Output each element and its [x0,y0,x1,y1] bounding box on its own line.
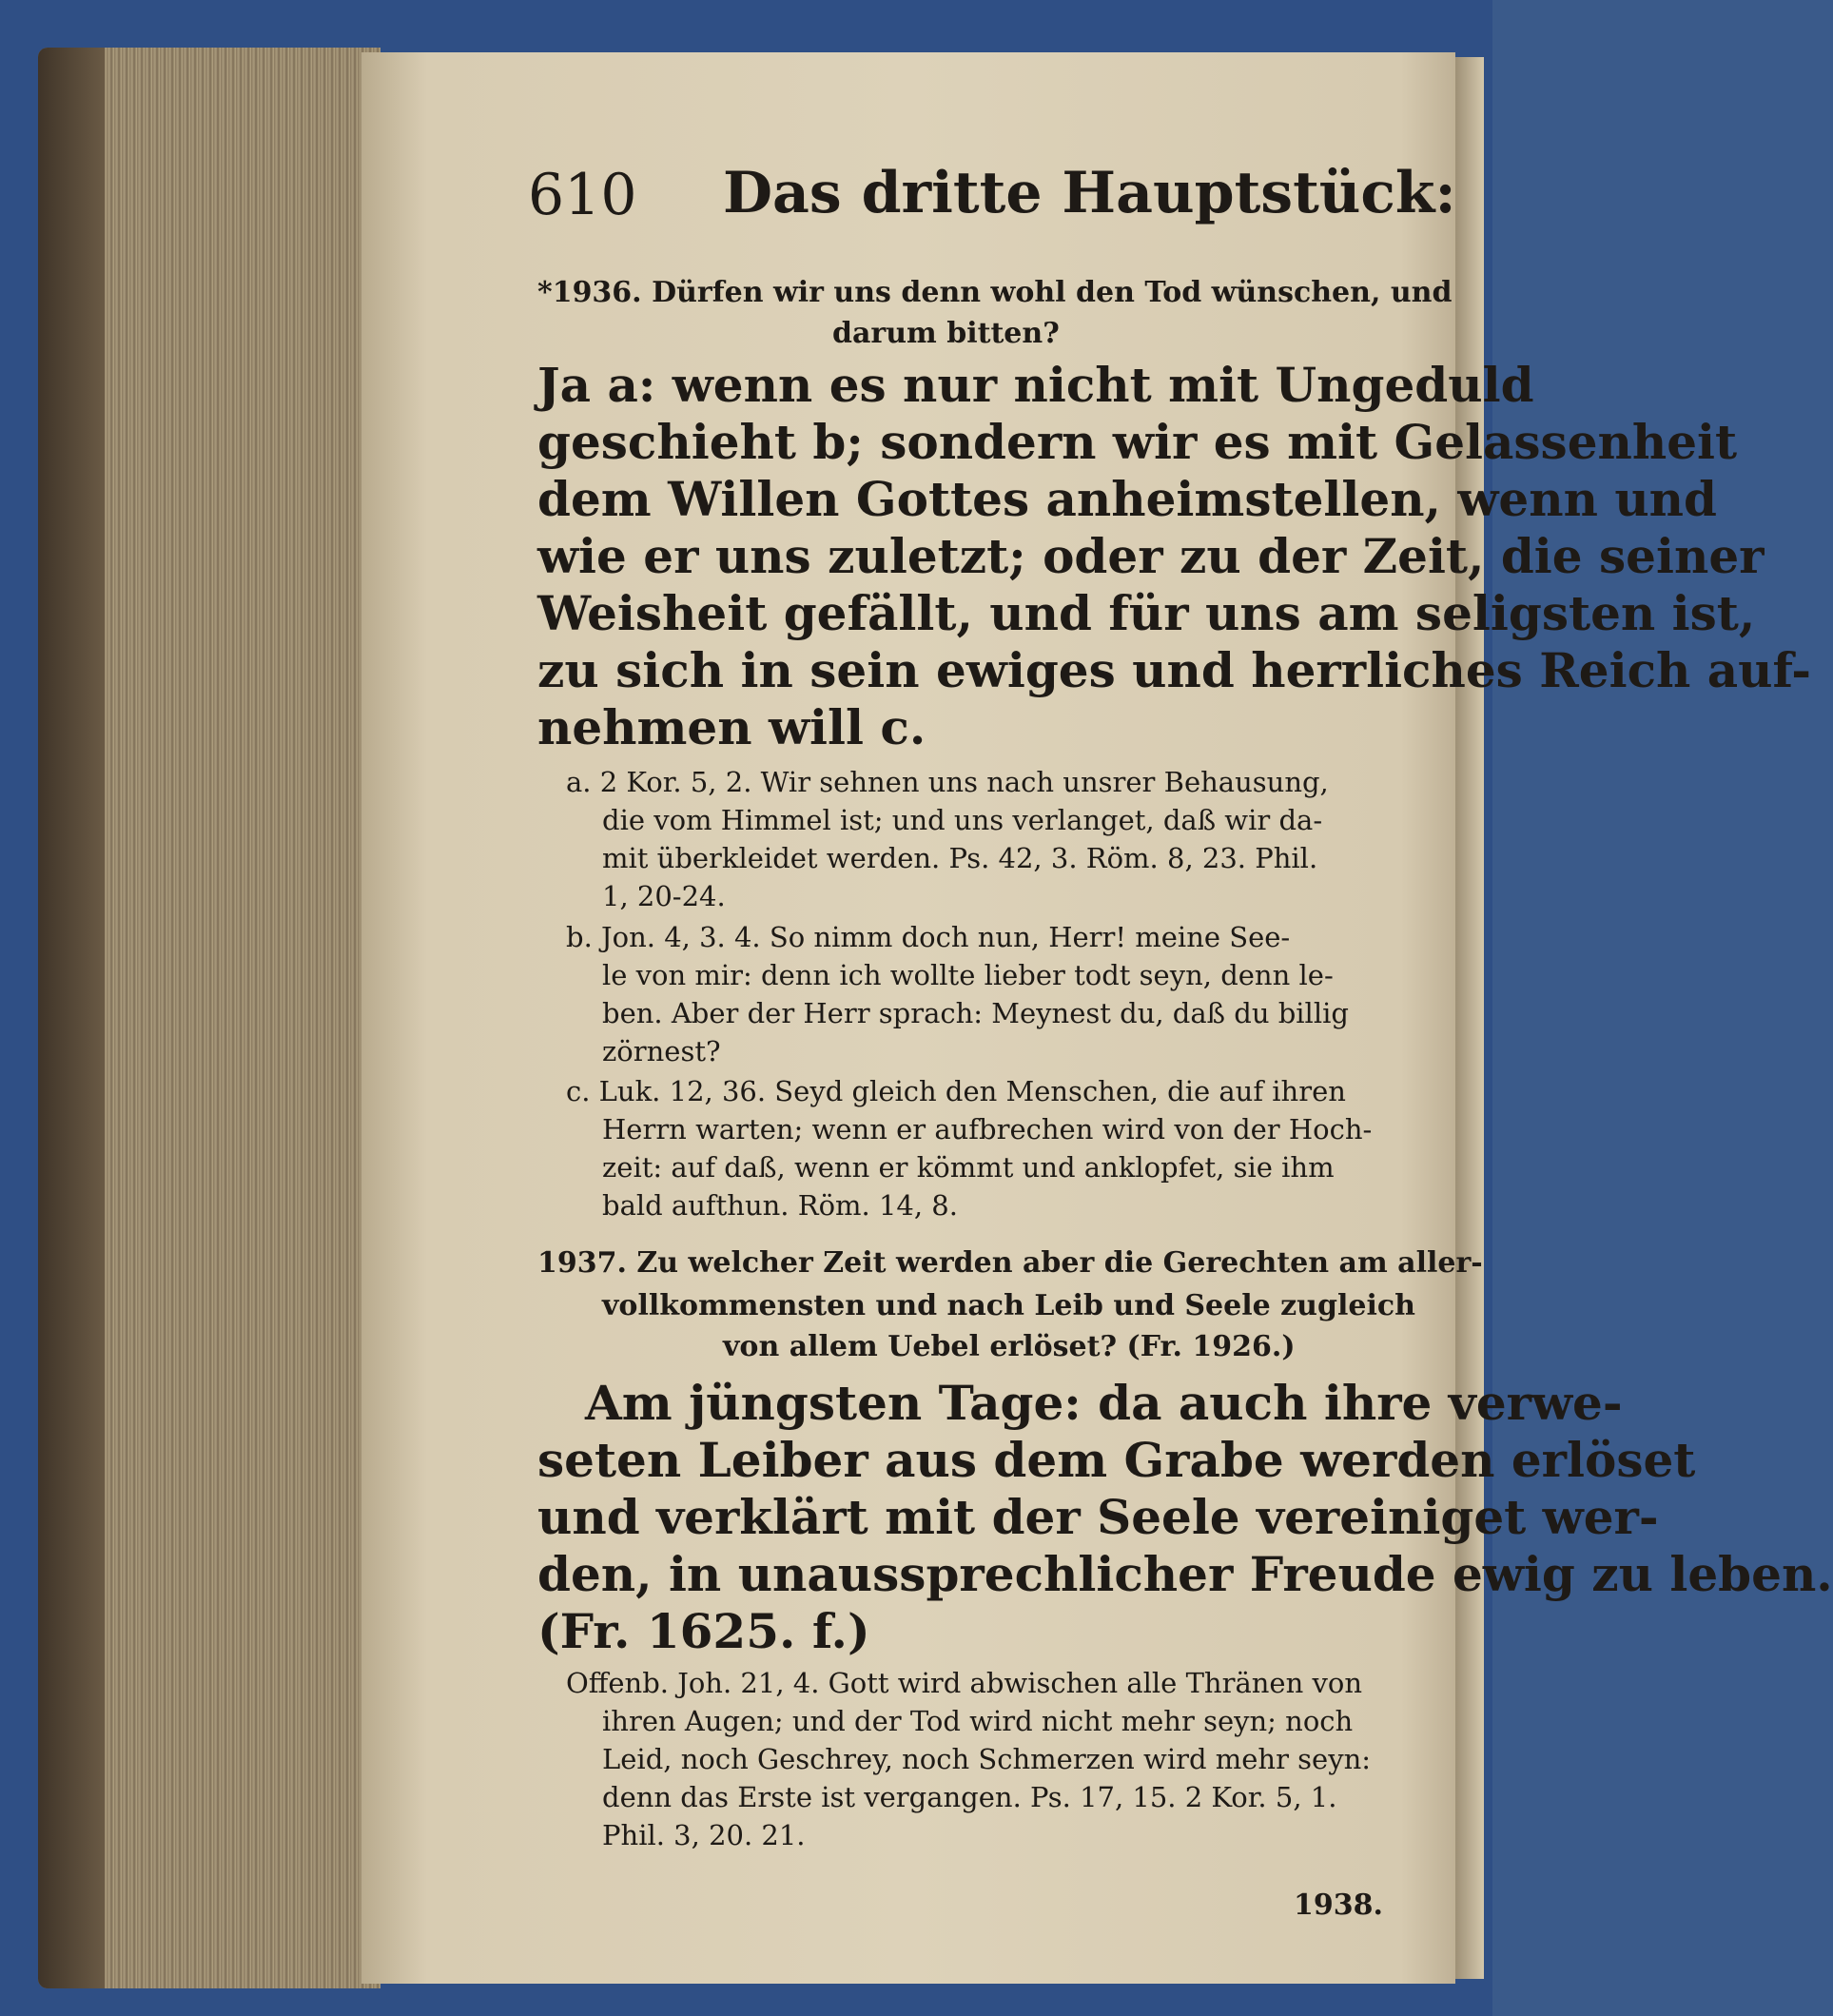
footnote-line: le von mir: denn ich wollte lieber todt seyn, denn le- [602,959,1334,991]
footnote-line: zörnest? [602,1035,721,1067]
answer-1937-line: den, in unaussprechlicher Freude ewig zu leben. [537,1546,1833,1602]
question-1937-line: vollkommensten und nach Leib und Seele zugleich [602,1289,1415,1322]
question-1937-line: von allem Uebel erlöset? (Fr. 1926.) [723,1330,1296,1363]
footnote-line: a. 2 Kor. 5, 2. Wir sehnen uns nach unsrer Behausung, [566,766,1329,798]
footnote-line: Leid, noch Geschrey, noch Schmerzen wird mehr seyn: [602,1743,1372,1775]
footnote-line: b. Jon. 4, 3. 4. So nimm doch nun, Herr! meine See- [566,921,1291,953]
book-spine-shadow [38,48,105,1988]
footnote-line: mit überkleidet werden. Ps. 42, 3. Röm. 8, 23. Phil. [602,842,1318,874]
answer-1936-line: zu sich in sein ewiges und herrliches Reich auf- [537,642,1812,698]
footnote-line: Phil. 3, 20. 21. [602,1819,806,1851]
question-1936-line: darum bitten? [832,317,1060,350]
answer-1937-line: Am jüngsten Tage: da auch ihre verwe- [585,1375,1623,1431]
footnote-line: Herrn warten; wenn er aufbrechen wird von der Hoch- [602,1113,1373,1145]
question-1936-line: *1936. Dürfen wir uns denn wohl den Tod wünschen, und [537,276,1453,309]
answer-1937-line: seten Leiber aus dem Grabe werden erlöset [537,1432,1696,1488]
answer-1936-line: Weisheit gefällt, und für uns am seligsten ist, [537,585,1756,641]
answer-1937-line: und verklärt mit der Seele vereiniget wer- [537,1489,1659,1545]
answer-1936-line: Ja a: wenn es nur nicht mit Ungeduld [537,357,1534,413]
answer-1937-line: (Fr. 1625. f.) [537,1603,870,1659]
footnote-line: Offenb. Joh. 21, 4. Gott wird abwischen alle Thränen von [566,1667,1362,1699]
catchword: 1938. [1294,1889,1383,1922]
running-title: Das dritte Hauptstück: [723,160,1456,226]
facing-page-edge [1455,57,1484,1979]
answer-1936-line: geschieht b; sondern wir es mit Gelassenheit [537,414,1738,470]
page-number: 610 [528,162,637,228]
footnote-line: die vom Himmel ist; und uns verlanget, daß wir da- [602,804,1323,836]
answer-1936-line: nehmen will c. [537,699,926,755]
footnote-line: ihren Augen; und der Tod wird nicht mehr seyn; noch [602,1705,1354,1737]
footnote-line: ben. Aber der Herr sprach: Meynest du, daß du billig [602,997,1349,1029]
footnote-line: 1, 20-24. [602,880,726,912]
answer-1936-line: dem Willen Gottes anheimstellen, wenn und [537,471,1717,527]
footnote-line: bald aufthun. Röm. 14, 8. [602,1189,958,1222]
footnote-line: denn das Erste ist vergangen. Ps. 17, 15. 2 Kor. 5, 1. [602,1781,1337,1813]
footnote-line: c. Luk. 12, 36. Seyd gleich den Menschen, die auf ihren [566,1075,1346,1107]
question-1937-line: 1937. Zu welcher Zeit werden aber die Gerechten am aller- [537,1246,1483,1280]
footnote-line: zeit: auf daß, wenn er kömmt und anklopfet, sie ihm [602,1151,1335,1184]
answer-1936-line: wie er uns zuletzt; oder zu der Zeit, die seiner [537,528,1765,584]
